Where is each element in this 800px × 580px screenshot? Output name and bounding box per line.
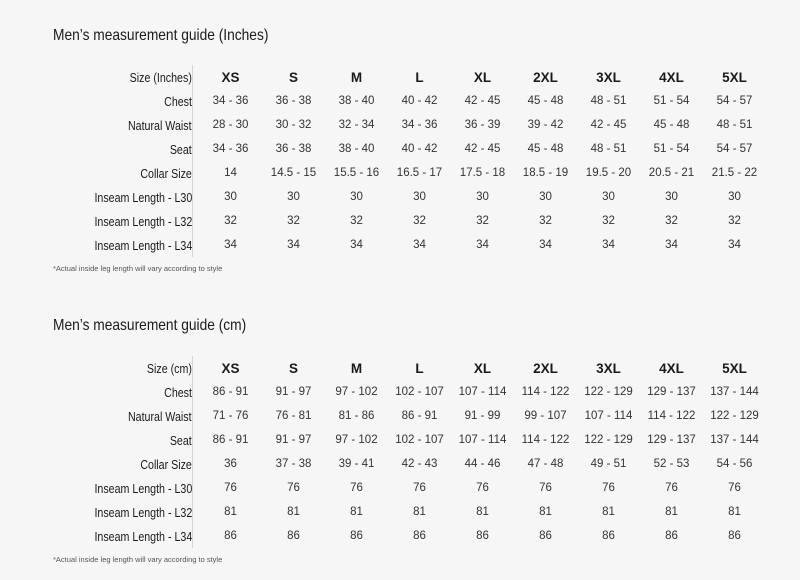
measurement-cell: 36 - 38 [275,143,312,155]
measurement-cell: 36 - 39 [464,119,501,131]
measurement-cell: 34 [728,239,741,251]
measurement-cell: 137 - 144 [710,434,759,446]
measurement-cell: 81 [602,506,615,518]
measurement-cell: 14 [224,167,237,179]
table-row [0,404,766,428]
size-header-cell: M [350,69,363,85]
measurement-cell: 15.5 - 16 [333,167,380,179]
inches-size-header-row [0,65,766,89]
measurement-cell: 32 [224,215,237,227]
cm-footnote: *Actual inside leg length will vary according to style [53,555,223,564]
measurement-cell: 30 [287,191,300,203]
measurement-cell: 54 - 56 [716,458,753,470]
measurement-cell: 45 - 48 [527,143,564,155]
table-row [0,113,766,137]
measurement-cell: 30 [350,191,363,203]
measurement-cell: 34 [476,239,489,251]
table-row [0,428,766,452]
measurement-cell: 32 [665,215,678,227]
measurement-cell: 47 - 48 [527,458,564,470]
measurement-cell: 48 - 51 [590,95,627,107]
measurement-cell: 32 [602,215,615,227]
size-header-cell: XS [221,360,240,376]
size-header-cell: 4XL [659,69,684,85]
measurement-cell: 76 [476,482,489,494]
measurement-cell: 14.5 - 15 [270,167,317,179]
measurement-cell: 48 - 51 [590,143,627,155]
row-label: Chest [164,384,192,400]
measurement-cell: 54 - 57 [716,95,753,107]
measurement-cell: 20.5 - 21 [648,167,695,179]
size-row-label: Size (cm) [146,360,192,376]
measurement-cell: 81 - 86 [338,410,375,422]
measurement-cell: 114 - 122 [521,386,570,398]
measurement-cell: 107 - 114 [584,410,633,422]
measurement-cell: 54 - 57 [716,143,753,155]
measurement-cell: 52 - 53 [653,458,690,470]
row-label: Collar Size [140,165,192,181]
measurement-cell: 86 [350,530,363,542]
table-row [0,209,766,233]
measurement-cell: 30 [728,191,741,203]
row-label: Inseam Length - L34 [94,528,192,544]
measurement-cell: 86 [728,530,741,542]
measurement-cell: 81 [476,506,489,518]
row-label: Natural Waist [128,117,192,133]
measurement-cell: 32 [413,215,426,227]
measurement-cell: 17.5 - 18 [459,167,506,179]
size-header-cell: 4XL [659,360,684,376]
measurement-cell: 76 [287,482,300,494]
measurement-cell: 42 - 45 [464,143,501,155]
measurement-cell: 30 [602,191,615,203]
measurement-cell: 76 - 81 [275,410,312,422]
size-header-cell: 3XL [596,360,621,376]
measurement-cell: 18.5 - 19 [522,167,569,179]
measurement-cell: 34 - 36 [212,143,249,155]
table-row [0,233,766,257]
size-row-label: Size (Inches) [129,69,192,85]
measurement-cell: 86 [476,530,489,542]
measurement-cell: 40 - 42 [401,143,438,155]
measurement-cell: 45 - 48 [653,119,690,131]
measurement-cell: 39 - 41 [338,458,375,470]
measurement-cell: 39 - 42 [527,119,564,131]
measurement-cell: 36 [224,458,237,470]
measurement-cell: 48 - 51 [716,119,753,131]
measurement-cell: 114 - 122 [521,434,570,446]
measurement-cell: 122 - 129 [584,386,633,398]
cm-size-table [0,356,766,548]
measurement-cell: 42 - 43 [401,458,438,470]
measurement-cell: 34 - 36 [212,95,249,107]
table-row [0,524,766,548]
measurement-cell: 86 [413,530,426,542]
measurement-cell: 32 - 34 [338,119,375,131]
measurement-cell: 91 - 97 [275,434,312,446]
measurement-cell: 129 - 137 [647,386,696,398]
measurement-cell: 30 [665,191,678,203]
measurement-cell: 21.5 - 22 [711,167,758,179]
measurement-cell: 32 [476,215,489,227]
size-header-cell: XS [221,69,240,85]
measurement-cell: 28 - 30 [212,119,249,131]
table-row [0,476,766,500]
measurement-cell: 107 - 114 [458,434,507,446]
table-row [0,380,766,404]
measurement-cell: 81 [728,506,741,518]
measurement-cell: 86 - 91 [401,410,438,422]
size-header-cell: XL [473,360,492,376]
size-header-cell: L [415,69,424,85]
cm-guide-title: Men’s measurement guide (cm) [53,317,247,334]
measurement-cell: 30 [476,191,489,203]
cm-size-header-row [0,356,766,380]
measurement-cell: 38 - 40 [338,143,375,155]
measurement-cell: 51 - 54 [653,143,690,155]
size-header-cell: L [415,360,424,376]
measurement-cell: 76 [224,482,237,494]
row-label: Inseam Length - L32 [94,504,192,520]
measurement-cell: 42 - 45 [590,119,627,131]
row-label: Inseam Length - L32 [94,213,192,229]
measurement-cell: 102 - 107 [395,386,444,398]
measurement-cell: 34 [602,239,615,251]
measurement-cell: 76 [602,482,615,494]
measurement-cell: 30 [413,191,426,203]
table-row [0,161,766,185]
measurement-cell: 51 - 54 [653,95,690,107]
measurement-cell: 97 - 102 [335,386,378,398]
measurement-cell: 107 - 114 [458,386,507,398]
measurement-cell: 114 - 122 [647,410,696,422]
measurement-cell: 30 [539,191,552,203]
measurement-cell: 16.5 - 17 [396,167,443,179]
measurement-cell: 86 [602,530,615,542]
measurement-cell: 38 - 40 [338,95,375,107]
measurement-cell: 122 - 129 [584,434,633,446]
inches-footnote: *Actual inside leg length will vary according to style [53,264,223,273]
measurement-cell: 34 [350,239,363,251]
measurement-cell: 129 - 137 [647,434,696,446]
measurement-cell: 40 - 42 [401,95,438,107]
row-label: Inseam Length - L34 [94,237,192,253]
table-row [0,89,766,113]
measurement-cell: 97 - 102 [335,434,378,446]
measurement-cell: 76 [728,482,741,494]
measurement-cell: 86 [287,530,300,542]
size-header-cell: 5XL [722,360,747,376]
measurement-cell: 81 [413,506,426,518]
size-header-cell: 5XL [722,69,747,85]
size-header-cell: 3XL [596,69,621,85]
measurement-cell: 34 [665,239,678,251]
measurement-cell: 32 [728,215,741,227]
row-label: Collar Size [140,456,192,472]
row-label: Chest [164,93,192,109]
measurement-cell: 91 - 97 [275,386,312,398]
measurement-cell: 34 [539,239,552,251]
measurement-cell: 76 [539,482,552,494]
size-header-cell: 2XL [533,69,558,85]
measurement-cell: 32 [539,215,552,227]
measurement-cell: 34 [224,239,237,251]
measurement-cell: 86 [224,530,237,542]
measurement-cell: 36 - 38 [275,95,312,107]
measurement-cell: 32 [350,215,363,227]
measurement-cell: 49 - 51 [590,458,627,470]
measurement-cell: 34 [413,239,426,251]
measurement-cell: 81 [224,506,237,518]
measurement-cell: 81 [350,506,363,518]
table-row [0,137,766,161]
measurement-cell: 45 - 48 [527,95,564,107]
measurement-cell: 86 - 91 [212,386,249,398]
row-label: Natural Waist [128,408,192,424]
size-header-cell: S [288,69,298,85]
measurement-cell: 99 - 107 [524,410,567,422]
measurement-cell: 81 [539,506,552,518]
size-header-cell: S [288,360,298,376]
measurement-cell: 19.5 - 20 [585,167,632,179]
measurement-cell: 42 - 45 [464,95,501,107]
size-header-cell: M [350,360,363,376]
table-row [0,185,766,209]
measurement-cell: 34 - 36 [401,119,438,131]
measurement-cell: 76 [413,482,426,494]
measurement-cell: 32 [287,215,300,227]
measurement-cell: 81 [287,506,300,518]
measurement-cell: 30 [224,191,237,203]
measurement-cell: 86 [539,530,552,542]
inches-size-table [0,65,766,257]
size-header-cell: XL [473,69,492,85]
measurement-cell: 37 - 38 [275,458,312,470]
table-row [0,500,766,524]
measurement-cell: 76 [350,482,363,494]
measurement-cell: 71 - 76 [212,410,249,422]
row-label: Inseam Length - L30 [94,189,192,205]
size-header-cell: 2XL [533,360,558,376]
inches-guide-title: Men’s measurement guide (Inches) [53,27,269,44]
measurement-cell: 86 [665,530,678,542]
table-row [0,452,766,476]
measurement-cell: 86 - 91 [212,434,249,446]
measurement-cell: 76 [665,482,678,494]
measurement-cell: 81 [665,506,678,518]
measurement-cell: 102 - 107 [395,434,444,446]
row-label: Inseam Length - L30 [94,480,192,496]
measurement-cell: 91 - 99 [464,410,501,422]
measurement-cell: 137 - 144 [710,386,759,398]
measurement-cell: 122 - 129 [710,410,759,422]
measurement-cell: 30 - 32 [275,119,312,131]
row-label: Seat [170,432,192,448]
measurement-cell: 34 [287,239,300,251]
row-label: Seat [170,141,192,157]
measurement-cell: 44 - 46 [464,458,501,470]
